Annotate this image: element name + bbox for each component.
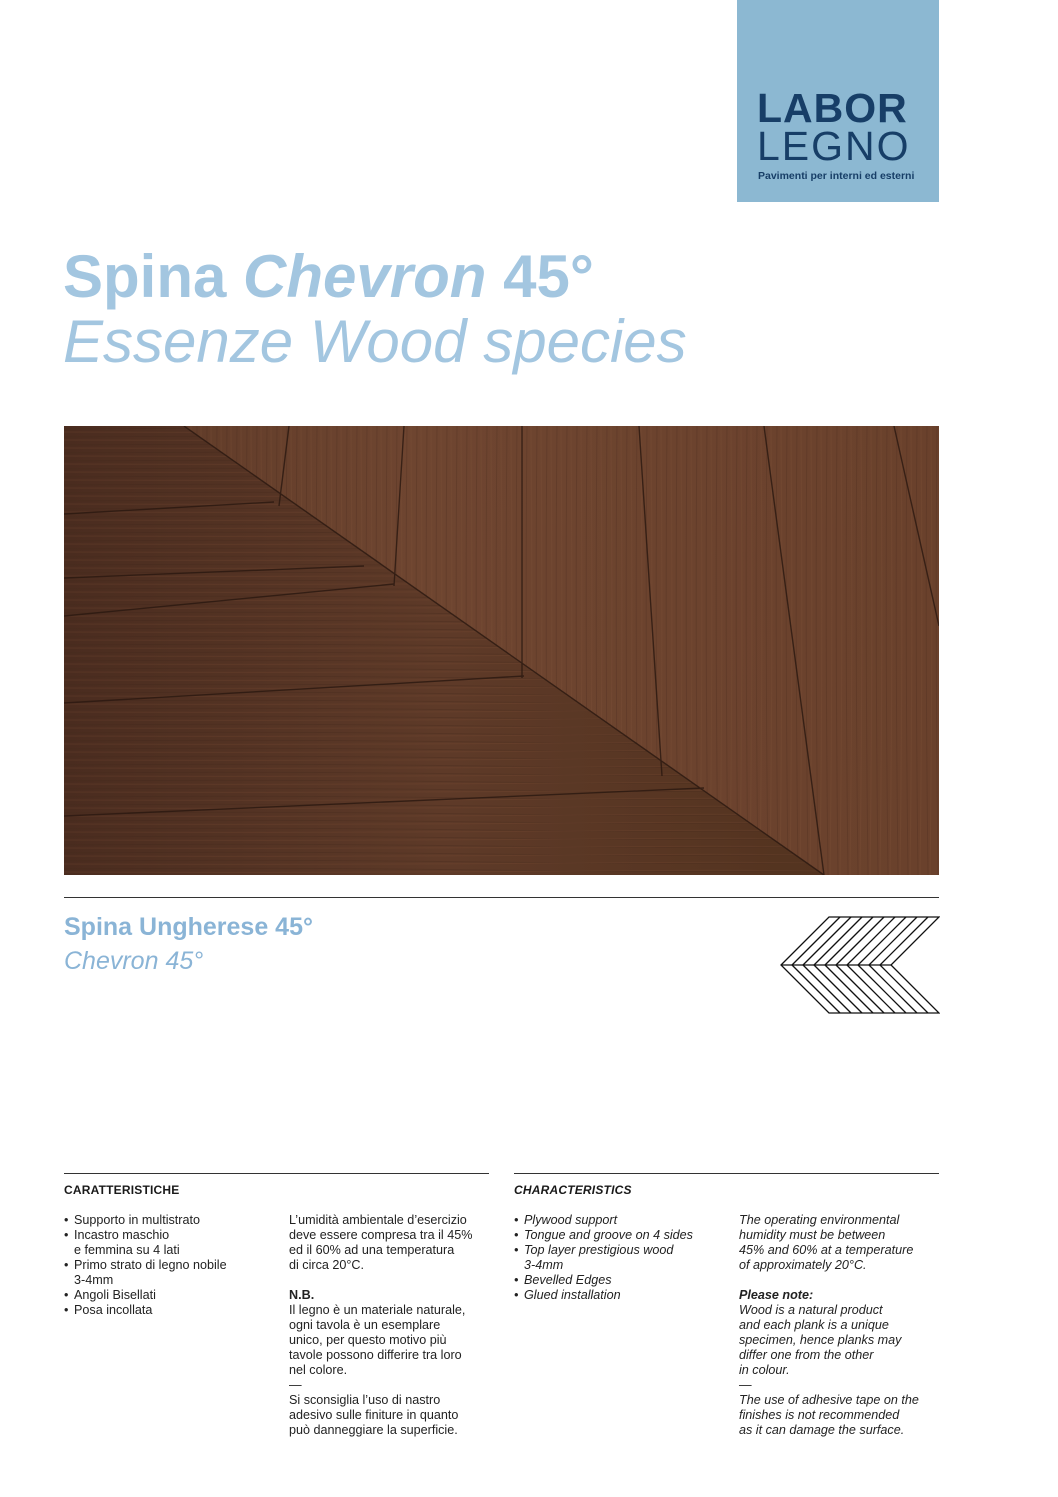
list-item: • Posa incollata bbox=[64, 1303, 274, 1318]
list-item: • Bevelled Edges bbox=[514, 1273, 729, 1288]
list-item: • Supporto in multistrato bbox=[64, 1213, 274, 1228]
page-subtitle: Essenze Wood species bbox=[63, 308, 687, 375]
humidity-text-en: The operating environmental humidity must be between 45% and 60% at a temperature of approximately 20°C. bbox=[739, 1213, 914, 1272]
tape-note-en: The use of adhesive tape on the finishes is not recommended as it can damage the surface. bbox=[739, 1393, 919, 1437]
nb-label-en: Please note: bbox=[739, 1288, 814, 1302]
notes-it bbox=[289, 1213, 499, 1438]
product-name-en: Chevron 45° bbox=[64, 947, 204, 975]
notes-en bbox=[739, 1213, 949, 1438]
title-regular: Spina bbox=[63, 243, 244, 310]
brand-logo bbox=[737, 0, 939, 202]
chevron-pattern-icon bbox=[779, 915, 940, 1015]
nb-text-it: Il legno è un materiale naturale, ogni tavola è un esemplare unico, per questo motivo più tavole possono differire tra loro nel colore. bbox=[289, 1303, 466, 1377]
dash-it: — bbox=[289, 1378, 302, 1392]
list-item: • Primo strato di legno nobile 3-4mm bbox=[64, 1258, 274, 1288]
list-item: • Tongue and groove on 4 sides bbox=[514, 1228, 729, 1243]
humidity-text-it: L’umidità ambientale d’esercizio deve essere compresa tra il 45% ed il 60% ad una temperatura di circa 20°C. bbox=[289, 1213, 473, 1272]
characteristics-list-it bbox=[64, 1213, 274, 1318]
product-name-it: Spina Ungherese 45° bbox=[64, 913, 313, 941]
divider bbox=[64, 897, 939, 898]
dash-en: — bbox=[739, 1378, 752, 1392]
nb-text-en: Wood is a natural product and each plank is a unique specimen, hence planks may differ one from the other in colour. bbox=[739, 1303, 902, 1377]
title-suffix: 45° bbox=[486, 243, 594, 310]
list-item: • Glued installation bbox=[514, 1288, 729, 1303]
divider bbox=[514, 1173, 939, 1174]
list-item: • Top layer prestigious wood 3-4mm bbox=[514, 1243, 729, 1273]
heading-caratteristiche: CARATTERISTICHE bbox=[64, 1183, 180, 1197]
heading-characteristics: CHARACTERISTICS bbox=[514, 1183, 632, 1197]
list-item: • Angoli Bisellati bbox=[64, 1288, 274, 1303]
page-title bbox=[63, 244, 594, 310]
characteristics-list-en bbox=[514, 1213, 729, 1303]
title-italic: Chevron bbox=[243, 243, 487, 310]
logo-word-labor: LABOR bbox=[757, 85, 908, 131]
divider bbox=[64, 1173, 489, 1174]
logo-tagline: Pavimenti per interni ed esterni bbox=[758, 170, 915, 182]
list-item: • Plywood support bbox=[514, 1213, 729, 1228]
list-item: • Incastro maschio e femmina su 4 lati bbox=[64, 1228, 274, 1258]
wood-floor-photo bbox=[64, 426, 939, 875]
tape-note-it: Si sconsiglia l’uso di nastro adesivo sulle finiture in quanto può danneggiare la superficie. bbox=[289, 1393, 459, 1437]
nb-label-it: N.B. bbox=[289, 1288, 315, 1302]
logo-word-legno: LEGNO bbox=[757, 123, 911, 169]
